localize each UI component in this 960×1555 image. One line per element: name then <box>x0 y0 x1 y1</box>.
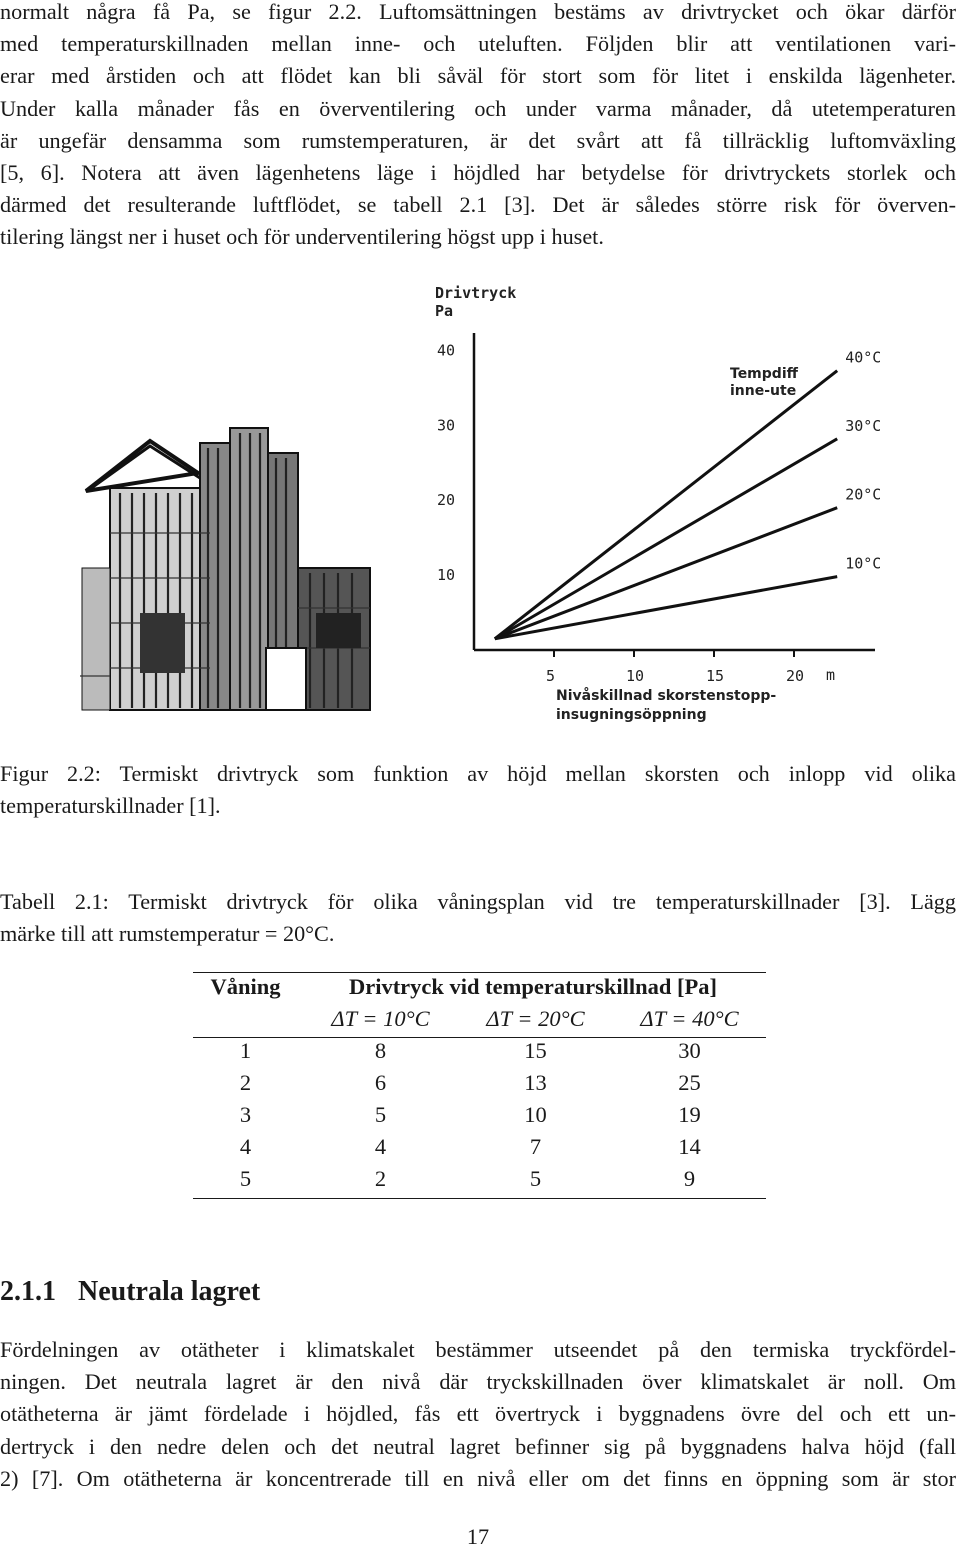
paragraph-bottom <box>0 1334 956 1495</box>
table-cell-value: 6 <box>374 1070 387 1095</box>
text-line: är ungefär densamma som rumstemperaturen, är det svårt att få tillräcklig luftomväxling <box>0 127 956 153</box>
x-tick-label: 15 <box>706 667 725 685</box>
text-line: därmed det resulterande luftflödet, se tabell 2.1 [3]. Det är således större risk för överven- <box>0 192 956 218</box>
series-line <box>495 371 837 639</box>
table-cell-value: 19 <box>678 1102 701 1127</box>
x-axis-label: Nivåskillnad skorstenstopp- <box>556 688 777 704</box>
text-line: Under kalla månader fås en överventilering och under varma månader, då utetemperaturen <box>0 95 956 121</box>
text-line: normalt några få Pa, se figur 2.2. Luftomsättningen bestäms av drivtrycket och ökar därför <box>0 0 956 24</box>
caption-line: temperaturskillnader [1]. <box>0 793 221 819</box>
section-heading <box>0 1276 260 1308</box>
x-tick-label: 5 <box>546 667 556 685</box>
table-bottom-rule <box>193 1198 766 1199</box>
legend-title: Tempdiff <box>730 366 798 382</box>
y-axis-label: Drivtryck <box>435 284 517 302</box>
table-caption-line: märke till att rumstemperatur = 20°C. <box>0 921 335 947</box>
pressure-chart <box>435 284 880 723</box>
paragraph-top <box>0 0 956 254</box>
y-tick-label: 40 <box>437 341 456 360</box>
text-line: [5, 6]. Notera att även lägenhetens läge i höjdled har betydelse för drivtryckets storlek och <box>0 160 956 186</box>
series-label: 20°C <box>845 485 880 504</box>
table-header-group: Drivtryck vid temperaturskillnad [Pa] <box>348 974 718 999</box>
x-axis-label-2: insugningsöppning <box>556 707 707 723</box>
table-cell-value: 7 <box>529 1134 542 1159</box>
table-cell-value: 9 <box>683 1166 696 1191</box>
text-line: med temperaturskillnaden mellan inne- och uteluften. Följden blir att ventilationen vari- <box>0 31 956 57</box>
table-cell-value: 25 <box>678 1070 701 1095</box>
table-cell-floor: 2 <box>239 1070 252 1095</box>
table-cell-value: 15 <box>524 1038 547 1063</box>
house-illustration <box>80 428 370 710</box>
figure-svg <box>80 278 880 728</box>
text-line: erar med årstiden och att flödet kan bli såväl för stort som för litet i enskilda lägenheter. <box>0 63 956 89</box>
y-axis-unit: Pa <box>435 302 454 320</box>
table-cell-value: 4 <box>374 1134 387 1159</box>
series-label: 30°C <box>845 416 880 435</box>
table-caption-line: Tabell 2.1: Termiskt drivtryck för olika våningsplan vid tre temperaturskillnader [3]. Lägg <box>0 889 956 914</box>
table-cell-value: 14 <box>678 1134 701 1159</box>
series-line <box>495 508 837 639</box>
y-tick-label: 10 <box>437 566 456 585</box>
table-subheader: ΔT = 10°C <box>331 1006 430 1031</box>
text-line: 2) [7]. Om otätheterna är koncentrerade till en nivå eller om det finns en öppning som är stor <box>0 1465 956 1491</box>
x-axis-unit: m <box>826 666 836 684</box>
table-subheader: ΔT = 20°C <box>486 1006 585 1031</box>
table-cell-floor: 1 <box>239 1038 252 1063</box>
table-cell-floor: 3 <box>239 1102 252 1127</box>
table-cell-value: 30 <box>678 1038 701 1063</box>
table-subheader: ΔT = 40°C <box>640 1006 739 1031</box>
figure-caption <box>0 758 956 822</box>
x-tick-label: 20 <box>786 667 805 685</box>
table-cell-floor: 4 <box>239 1134 252 1159</box>
section-number: 2.1.1 <box>0 1276 56 1307</box>
section-title: Neutrala lagret <box>78 1276 261 1307</box>
table-cell-value: 5 <box>374 1102 387 1127</box>
table-cell-value: 10 <box>524 1102 547 1127</box>
table-cell-value: 13 <box>524 1070 547 1095</box>
y-tick-label: 30 <box>437 416 456 435</box>
page-number: 17 <box>466 1524 490 1549</box>
table-cell-value: 2 <box>374 1166 387 1191</box>
series-label: 10°C <box>845 554 880 573</box>
table-cell-value: 8 <box>374 1038 387 1063</box>
y-tick-label: 20 <box>437 491 456 510</box>
text-line: dertryck i den nedre delen och det neutral lagret befinner sig på byggnadens halva höjd (fall <box>0 1433 956 1459</box>
table-cell-value: 5 <box>529 1166 542 1191</box>
text-line: ningen. Det neutrala lagret är den nivå där tryckskillnaden över klimatskalet är noll. Om <box>0 1369 956 1395</box>
text-line: otätheterna är jämt fördelade i höjdled, fås ett övertryck i byggnadens övre del och ett un- <box>0 1401 956 1427</box>
legend-subtitle: inne-ute <box>730 383 797 399</box>
table-caption <box>0 886 956 950</box>
text-line: tilering längst ner i huset och för underventilering högst upp i huset. <box>0 224 604 250</box>
table-header-floor: Våning <box>210 974 281 999</box>
x-tick-label: 10 <box>626 667 645 685</box>
text-line: Fördelningen av otätheter i klimatskalet bestämmer utseendet på den termiska tryckfördel- <box>0 1337 956 1362</box>
caption-line: Figur 2.2: Termiskt drivtryck som funktion av höjd mellan skorsten och inlopp vid olika <box>0 761 956 786</box>
table-cell-floor: 5 <box>239 1166 252 1191</box>
figure-2-2 <box>80 278 880 728</box>
series-label: 40°C <box>845 348 880 367</box>
